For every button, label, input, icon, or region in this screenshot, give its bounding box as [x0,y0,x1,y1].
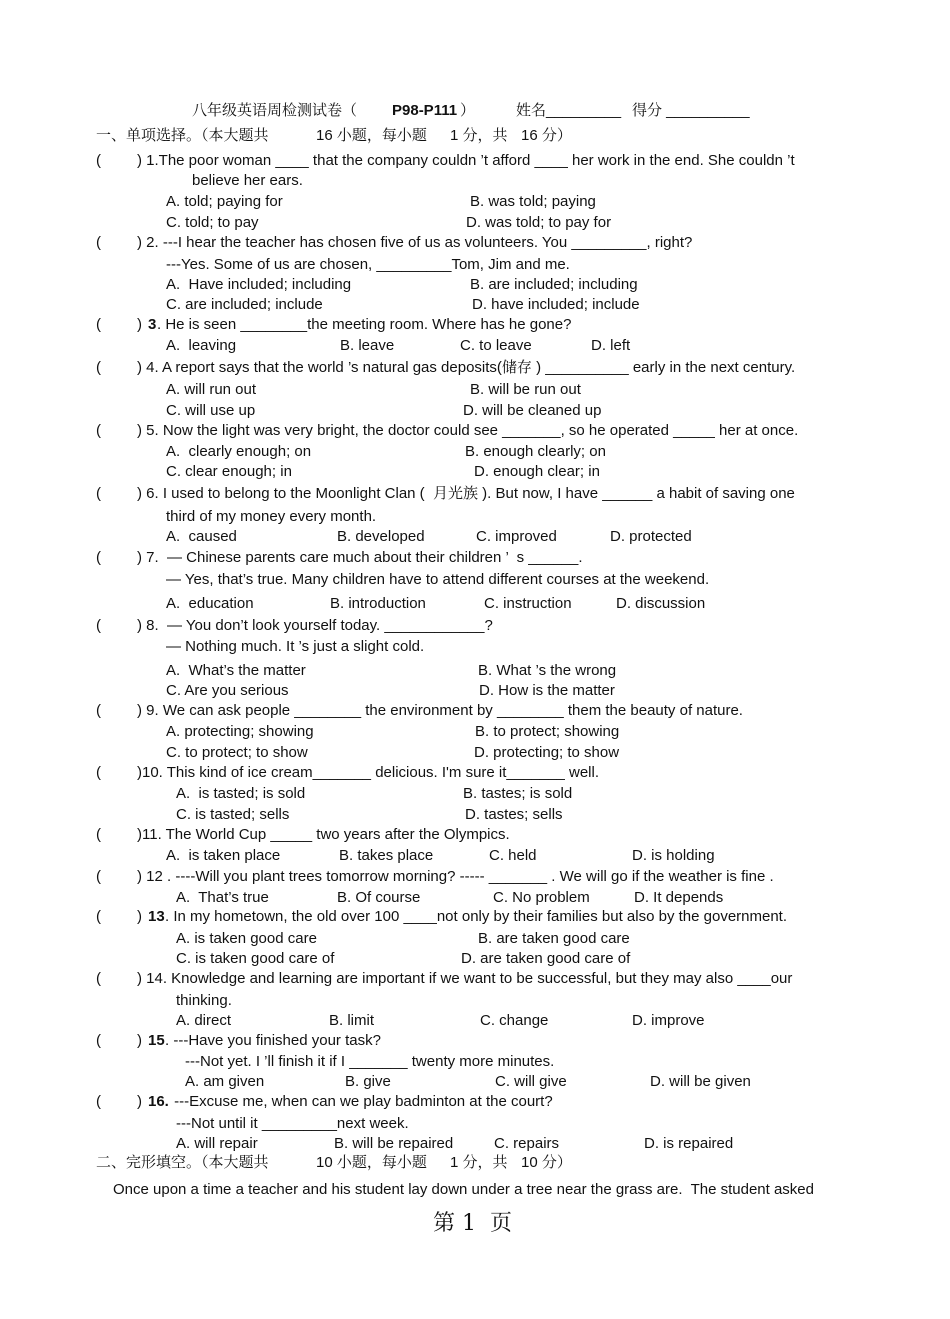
q15-option-c: C. will give [495,1073,567,1090]
answer-paren: ( [96,826,101,843]
q10-option-d: D. tastes; sells [465,806,563,823]
q14-option-d: D. improve [632,1012,705,1029]
question-3-bracket: ) [137,316,142,333]
q10-option-c: C. is tasted; sells [176,806,290,823]
q11-option-a: A. is taken place [166,847,281,864]
question-1: ) 1.The poor woman ____ that the company couldn ’t afford ____ her work in the end. She couldn ’t [137,152,795,169]
q11-option-c: C. held [489,847,537,864]
answer-paren: ( [96,702,101,719]
question-6-cont: third of my money every month. [166,508,377,525]
question-16-cont: ---Not until it _________next week. [176,1115,409,1132]
question-3: . He is seen ________the meeting room. Where has he gone? [157,316,572,333]
q7-option-b: B. introduction [330,595,426,612]
q13-option-b: B. are taken good care [478,930,630,947]
q4-option-a: A. will run out [166,381,257,398]
q13-option-a: A. is taken good care [176,930,317,947]
q10-option-a: A. is tasted; is sold [176,785,306,802]
answer-paren: ( [96,1032,101,1049]
q13-option-c: C. is taken good care of [176,950,335,967]
question-16-number: 16. [148,1093,169,1110]
question-9: ) 9. We can ask people ________ the environment by ________ them the beauty of nature. [137,702,743,719]
q6-option-c: C. improved [476,528,557,545]
q1-option-c: C. told; to pay [166,214,259,231]
question-8-cont: — Nothing much. It ’s just a slight cold. [166,638,425,655]
question-11: )11. The World Cup _____ two years after the Olympics. [137,826,510,843]
q16-option-a: A. will repair [176,1135,258,1152]
q14-option-b: B. limit [329,1012,374,1029]
section1-heading-b: 16 小题，每小题 [316,127,427,144]
q15-option-d: D. will be given [650,1073,751,1090]
q9-option-a: A. protecting; showing [166,723,314,740]
question-15-bracket: ) [137,1032,142,1049]
q1-option-a: A. told; paying for [166,193,283,210]
question-12: ) 12 . ----Will you plant trees tomorrow morning? ----- _______ . We will go if the weather is fine . [137,868,774,885]
q2-option-b: B. are included; including [470,276,638,293]
q5-option-c: C. clear enough; in [166,463,292,480]
q7-option-d: D. discussion [616,595,706,612]
answer-paren: ( [96,316,101,333]
q16-option-c: C. repairs [494,1135,560,1152]
answer-paren: ( [96,549,101,566]
q15-option-b: B. give [345,1073,391,1090]
question-2: ) 2. ---I hear the teacher has chosen five of us as volunteers. You _________, right? [137,234,693,251]
q8-option-c: C. Are you serious [166,682,289,699]
question-8: ) 8. — You don’t look yourself today. ____________? [137,617,493,634]
q15-option-a: A. am given [185,1073,265,1090]
q14-option-a: A. direct [176,1012,232,1029]
question-3-number: 3 [148,316,157,333]
question-13-number: 13 [148,908,165,925]
answer-paren: ( [96,764,101,781]
q12-option-d: D. It depends [634,889,724,906]
question-7: ) 7. — Chinese parents care much about their children ’ s ______. [137,549,583,566]
answer-paren: ( [96,359,101,376]
q9-option-d: D. protecting; to show [474,744,620,761]
q11-option-b: B. takes place [339,847,434,864]
q7-option-c: C. instruction [484,595,572,612]
section1-heading-d: 16 分） [521,127,572,144]
q12-option-a: A. That’s true [176,889,269,906]
q8-option-d: D. How is the matter [479,682,615,699]
q10-option-b: B. tastes; is sold [463,785,573,802]
q3-option-d: D. left [591,337,631,354]
q8-option-b: B. What ’s the wrong [478,662,617,679]
q14-option-c: C. change [480,1012,549,1029]
page-number: 第 1 页 [433,1211,512,1236]
exam-range: P98-P111 [392,102,458,119]
q6-option-d: D. protected [610,528,692,545]
question-15-cont: ---Not yet. I ’ll finish it if I _______ twenty more minutes. [185,1053,555,1070]
q6-option-b: B. developed [337,528,425,545]
question-16: ---Excuse me, when can we play badminton at the court? [170,1093,553,1110]
answer-paren: ( [96,970,101,987]
question-2-cont: ---Yes. Some of us are chosen, _________Tom, Jim and me. [166,256,570,273]
answer-paren: ( [96,152,101,169]
q4-option-d: D. will be cleaned up [463,402,602,419]
question-13-bracket: ) [137,908,142,925]
answer-paren: ( [96,1093,101,1110]
q7-option-a: A. education [166,595,254,612]
q3-option-a: A. leaving [166,337,237,354]
question-14: ) 14. Knowledge and learning are important if we want to be successful, but they may also ____our [137,970,793,987]
section2-heading-b: 10 小题，每小题 [316,1154,427,1171]
q4-option-c: C. will use up [166,402,256,419]
answer-paren: ( [96,908,101,925]
q16-option-d: D. is repaired [644,1135,734,1152]
q3-option-c: C. to leave [460,337,532,354]
section1-heading-c: 1 分，共 [450,127,508,144]
q13-option-d: D. are taken good care of [461,950,631,967]
exam-title: 八年级英语周检测试卷（ [192,102,358,119]
q5-option-b: B. enough clearly; on [465,443,606,460]
q1-option-b: B. was told; paying [470,193,596,210]
section1-heading-a: 一、单项选择。（本大题共 [96,127,269,144]
answer-paren: ( [96,485,101,502]
q2-option-c: C. are included; include [166,296,323,313]
question-10: )10. This kind of ice cream_______ delicious. I'm sure it_______ well. [137,764,600,781]
q12-option-b: B. Of course [337,889,421,906]
score-field-label: 得分 __________ [632,102,750,119]
question-15-number: 15 [148,1032,165,1049]
exam-title-close: ） [460,102,476,119]
answer-paren: ( [96,234,101,251]
q9-option-c: C. to protect; to show [166,744,308,761]
q16-option-b: B. will be repaired [334,1135,454,1152]
q5-option-d: D. enough clear; in [474,463,600,480]
answer-paren: ( [96,422,101,439]
q1-option-d: D. was told; to pay for [466,214,612,231]
q2-option-a: A. Have included; including [166,276,352,293]
q8-option-a: A. What’s the matter [166,662,306,679]
q9-option-b: B. to protect; showing [475,723,620,740]
q2-option-d: D. have included; include [472,296,640,313]
question-5: ) 5. Now the light was very bright, the doctor could see _______, so he operated _____ her at once. [137,422,799,439]
name-field-label: 姓名_________ [516,102,622,119]
question-15: . ---Have you finished your task? [165,1032,381,1049]
question-16-bracket: ) [137,1093,142,1110]
question-13: . In my hometown, the old over 100 ____not only by their families but also by the government. [165,908,788,925]
section2-heading-c: 1 分，共 [450,1154,508,1171]
question-14-cont: thinking. [176,992,232,1009]
question-6: ) 6. I used to belong to the Moonlight Clan ( 月光族 ). But now, I have ______ a habit of saving one [137,485,795,502]
answer-paren: ( [96,868,101,885]
question-1-cont: believe her ears. [192,172,303,189]
section2-heading-d: 10 分） [521,1154,572,1171]
answer-paren: ( [96,617,101,634]
q11-option-d: D. is holding [632,847,715,864]
q6-option-a: A. caused [166,528,237,545]
q3-option-b: B. leave [340,337,395,354]
q4-option-b: B. will be run out [470,381,581,398]
question-4: ) 4. A report says that the world ’s natural gas deposits(储存 ) __________ early in the next century. [137,359,796,376]
q5-option-a: A. clearly enough; on [166,443,312,460]
question-7-cont: — Yes, that’s true. Many children have to attend different courses at the weekend. [166,571,710,588]
q12-option-c: C. No problem [493,889,590,906]
cloze-passage: Once upon a time a teacher and his student lay down under a tree near the grass are. The student asked [113,1181,814,1198]
section2-heading-a: 二、完形填空。（本大题共 [96,1154,269,1171]
